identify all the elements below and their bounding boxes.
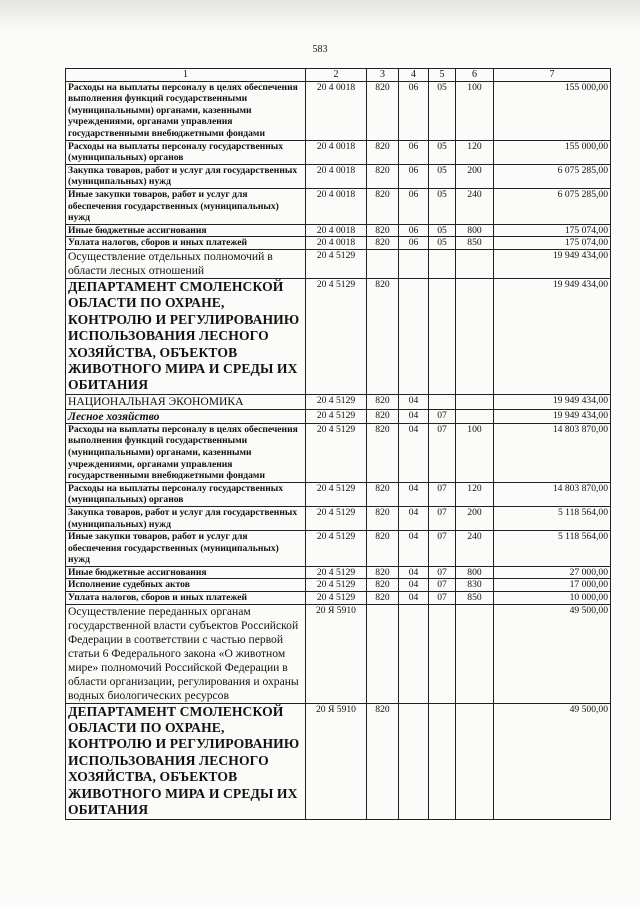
row-sum-cell: 49 500,00 [494, 604, 611, 703]
row-glava-cell: 820 [367, 140, 399, 164]
table-header-row [66, 69, 611, 82]
row-name-cell: ДЕПАРТАМЕНТ СМОЛЕНСКОЙ ОБЛАСТИ ПО ОХРАНЕ, КОНТРОЛЮ И РЕГУЛИРОВАНИЮ ИСПОЛЬЗОВАНИЯ ЛЕСНОГО ХОЗЯЙСТВА, ОБЪЕКТОВ ЖИВОТНОГО МИРА И СРЕДЫ ИХ ОБИТАНИЯ [66, 278, 306, 394]
row-glava-cell: 820 [367, 423, 399, 482]
table-row [66, 506, 611, 530]
row-glava-cell: 820 [367, 592, 399, 605]
row-glava-cell: 820 [367, 566, 399, 579]
row-glava-cell: 820 [367, 81, 399, 140]
row-vid-cell: 240 [456, 188, 494, 224]
row-podrazdel-cell: 05 [429, 140, 456, 164]
row-code-cell: 20 4 5129 [306, 409, 367, 423]
row-code-cell: 20 4 5129 [306, 482, 367, 506]
row-code-cell: 20 4 0018 [306, 140, 367, 164]
table-row [66, 423, 611, 482]
row-razdel-cell: 06 [399, 224, 429, 237]
table-row [66, 409, 611, 423]
row-name-cell: Исполнение судебных актов [66, 579, 306, 592]
table-row [66, 482, 611, 506]
row-sum-cell: 155 000,00 [494, 81, 611, 140]
row-name-cell: Закупка товаров, работ и услуг для государственных (муниципальных) нужд [66, 506, 306, 530]
row-sum-cell: 10 000,00 [494, 592, 611, 605]
row-code-cell: 20 4 5129 [306, 278, 367, 394]
row-code-cell: 20 4 5129 [306, 531, 367, 567]
row-podrazdel-cell: 07 [429, 506, 456, 530]
row-sum-cell: 175 074,00 [494, 224, 611, 237]
row-name-cell: Уплата налогов, сборов и иных платежей [66, 237, 306, 250]
row-name-cell: Осуществление переданных органам государственной власти субъектов Российской Федерации в соответствии с частью первой статьи 6 Федерального закона «О животном мире» полномочий Российской Федерации в области организации, регулирования и охраны водных биологических ресурсов [66, 604, 306, 703]
row-podrazdel-cell [429, 703, 456, 819]
row-glava-cell: 820 [367, 579, 399, 592]
row-sum-cell: 17 000,00 [494, 579, 611, 592]
row-podrazdel-cell: 05 [429, 188, 456, 224]
row-podrazdel-cell [429, 604, 456, 703]
row-razdel-cell [399, 278, 429, 394]
scan-shadow [0, 0, 640, 30]
row-glava-cell: 820 [367, 394, 399, 409]
table-row [66, 703, 611, 819]
row-vid-cell [456, 604, 494, 703]
header-cell: 1 [66, 69, 306, 82]
row-razdel-cell: 04 [399, 579, 429, 592]
row-glava-cell: 820 [367, 703, 399, 819]
row-name-cell: Расходы на выплаты персоналу в целях обеспечения выполнения функций государственными (муниципальными) органами, казенными учреждениями, органами управления государственными внебюджетными фондами [66, 423, 306, 482]
row-podrazdel-cell: 05 [429, 237, 456, 250]
row-vid-cell [456, 409, 494, 423]
row-name-cell: Иные закупки товаров, работ и услуг для обеспечения государственных (муниципальных) нужд [66, 188, 306, 224]
header-cell: 4 [399, 69, 429, 82]
row-vid-cell: 200 [456, 506, 494, 530]
row-glava-cell [367, 604, 399, 703]
row-name-cell: НАЦИОНАЛЬНАЯ ЭКОНОМИКА [66, 394, 306, 409]
row-glava-cell [367, 249, 399, 278]
row-sum-cell: 14 803 870,00 [494, 423, 611, 482]
row-sum-cell: 6 075 285,00 [494, 164, 611, 188]
row-vid-cell: 120 [456, 482, 494, 506]
row-vid-cell: 850 [456, 592, 494, 605]
row-name-cell: Осуществление отдельных полномочий в области лесных отношений [66, 249, 306, 278]
row-sum-cell: 19 949 434,00 [494, 409, 611, 423]
row-podrazdel-cell: 07 [429, 592, 456, 605]
header-cell: 7 [494, 69, 611, 82]
row-glava-cell: 820 [367, 409, 399, 423]
row-code-cell: 20 4 5129 [306, 394, 367, 409]
page-number: 583 [312, 44, 328, 55]
row-name-cell: Закупка товаров, работ и услуг для государственных (муниципальных) нужд [66, 164, 306, 188]
row-razdel-cell: 06 [399, 140, 429, 164]
table-row [66, 566, 611, 579]
row-vid-cell [456, 278, 494, 394]
row-code-cell: 20 4 5129 [306, 579, 367, 592]
row-vid-cell: 800 [456, 224, 494, 237]
header-cell: 6 [456, 69, 494, 82]
table-row [66, 140, 611, 164]
table-row [66, 604, 611, 703]
row-sum-cell: 19 949 434,00 [494, 394, 611, 409]
row-glava-cell: 820 [367, 531, 399, 567]
row-razdel-cell: 04 [399, 531, 429, 567]
row-code-cell: 20 4 5129 [306, 566, 367, 579]
header-cell: 3 [367, 69, 399, 82]
row-code-cell: 20 4 0018 [306, 188, 367, 224]
row-razdel-cell: 04 [399, 423, 429, 482]
row-podrazdel-cell: 05 [429, 224, 456, 237]
row-razdel-cell: 04 [399, 394, 429, 409]
row-code-cell: 20 Я 5910 [306, 703, 367, 819]
row-name-cell: Расходы на выплаты персоналу государственных (муниципальных) органов [66, 482, 306, 506]
row-code-cell: 20 4 5129 [306, 249, 367, 278]
row-razdel-cell: 04 [399, 409, 429, 423]
row-sum-cell: 5 118 564,00 [494, 506, 611, 530]
row-glava-cell: 820 [367, 188, 399, 224]
row-name-cell: Иные бюджетные ассигнования [66, 224, 306, 237]
row-razdel-cell: 06 [399, 81, 429, 140]
row-code-cell: 20 4 5129 [306, 592, 367, 605]
row-razdel-cell: 06 [399, 164, 429, 188]
row-podrazdel-cell [429, 278, 456, 394]
row-razdel-cell [399, 604, 429, 703]
row-sum-cell: 19 949 434,00 [494, 278, 611, 394]
row-razdel-cell: 06 [399, 188, 429, 224]
table-row [66, 164, 611, 188]
row-vid-cell: 200 [456, 164, 494, 188]
row-razdel-cell: 04 [399, 482, 429, 506]
row-podrazdel-cell [429, 394, 456, 409]
row-code-cell: 20 4 0018 [306, 237, 367, 250]
row-razdel-cell: 04 [399, 592, 429, 605]
row-podrazdel-cell [429, 249, 456, 278]
row-vid-cell: 240 [456, 531, 494, 567]
table-row [66, 278, 611, 394]
table-row [66, 394, 611, 409]
table-row [66, 531, 611, 567]
row-sum-cell: 49 500,00 [494, 703, 611, 819]
row-podrazdel-cell: 07 [429, 423, 456, 482]
row-glava-cell: 820 [367, 164, 399, 188]
row-sum-cell: 175 074,00 [494, 237, 611, 250]
row-sum-cell: 27 000,00 [494, 566, 611, 579]
row-podrazdel-cell: 05 [429, 81, 456, 140]
row-name-cell: Иные закупки товаров, работ и услуг для обеспечения государственных (муниципальных) нужд [66, 531, 306, 567]
row-glava-cell: 820 [367, 237, 399, 250]
row-code-cell: 20 4 0018 [306, 224, 367, 237]
budget-table [65, 68, 611, 820]
row-podrazdel-cell: 07 [429, 482, 456, 506]
header-cell: 2 [306, 69, 367, 82]
row-razdel-cell: 04 [399, 506, 429, 530]
row-sum-cell: 155 000,00 [494, 140, 611, 164]
row-code-cell: 20 4 0018 [306, 164, 367, 188]
row-podrazdel-cell: 07 [429, 409, 456, 423]
row-sum-cell: 5 118 564,00 [494, 531, 611, 567]
row-vid-cell [456, 394, 494, 409]
row-name-cell: Лесное хозяйство [66, 409, 306, 423]
row-name-cell: ДЕПАРТАМЕНТ СМОЛЕНСКОЙ ОБЛАСТИ ПО ОХРАНЕ, КОНТРОЛЮ И РЕГУЛИРОВАНИЮ ИСПОЛЬЗОВАНИЯ ЛЕСНОГО ХОЗЯЙСТВА, ОБЪЕКТОВ ЖИВОТНОГО МИРА И СРЕДЫ ИХ ОБИТАНИЯ [66, 703, 306, 819]
row-code-cell: 20 4 0018 [306, 81, 367, 140]
row-vid-cell: 100 [456, 81, 494, 140]
row-name-cell: Расходы на выплаты персоналу государственных (муниципальных) органов [66, 140, 306, 164]
table-row [66, 188, 611, 224]
row-glava-cell: 820 [367, 278, 399, 394]
row-vid-cell: 850 [456, 237, 494, 250]
row-podrazdel-cell: 07 [429, 566, 456, 579]
row-vid-cell: 830 [456, 579, 494, 592]
row-code-cell: 20 Я 5910 [306, 604, 367, 703]
row-glava-cell: 820 [367, 224, 399, 237]
row-sum-cell: 19 949 434,00 [494, 249, 611, 278]
row-code-cell: 20 4 5129 [306, 506, 367, 530]
row-vid-cell: 800 [456, 566, 494, 579]
table-row [66, 81, 611, 140]
row-vid-cell [456, 249, 494, 278]
row-code-cell: 20 4 5129 [306, 423, 367, 482]
row-vid-cell [456, 703, 494, 819]
row-razdel-cell: 04 [399, 566, 429, 579]
row-name-cell: Расходы на выплаты персоналу в целях обеспечения выполнения функций государственными (муниципальными) органами, казенными учреждениями, органами управления государственными внебюджетными фондами [66, 81, 306, 140]
row-podrazdel-cell: 07 [429, 531, 456, 567]
row-vid-cell: 100 [456, 423, 494, 482]
table-row [66, 592, 611, 605]
row-glava-cell: 820 [367, 482, 399, 506]
row-name-cell: Уплата налогов, сборов и иных платежей [66, 592, 306, 605]
row-glava-cell: 820 [367, 506, 399, 530]
row-podrazdel-cell: 05 [429, 164, 456, 188]
table-row [66, 579, 611, 592]
row-vid-cell: 120 [456, 140, 494, 164]
row-podrazdel-cell: 07 [429, 579, 456, 592]
row-sum-cell: 6 075 285,00 [494, 188, 611, 224]
header-cell: 5 [429, 69, 456, 82]
table-row [66, 224, 611, 237]
row-sum-cell: 14 803 870,00 [494, 482, 611, 506]
row-razdel-cell [399, 249, 429, 278]
row-razdel-cell [399, 703, 429, 819]
row-razdel-cell: 06 [399, 237, 429, 250]
row-name-cell: Иные бюджетные ассигнования [66, 566, 306, 579]
table-row [66, 249, 611, 278]
table-row [66, 237, 611, 250]
